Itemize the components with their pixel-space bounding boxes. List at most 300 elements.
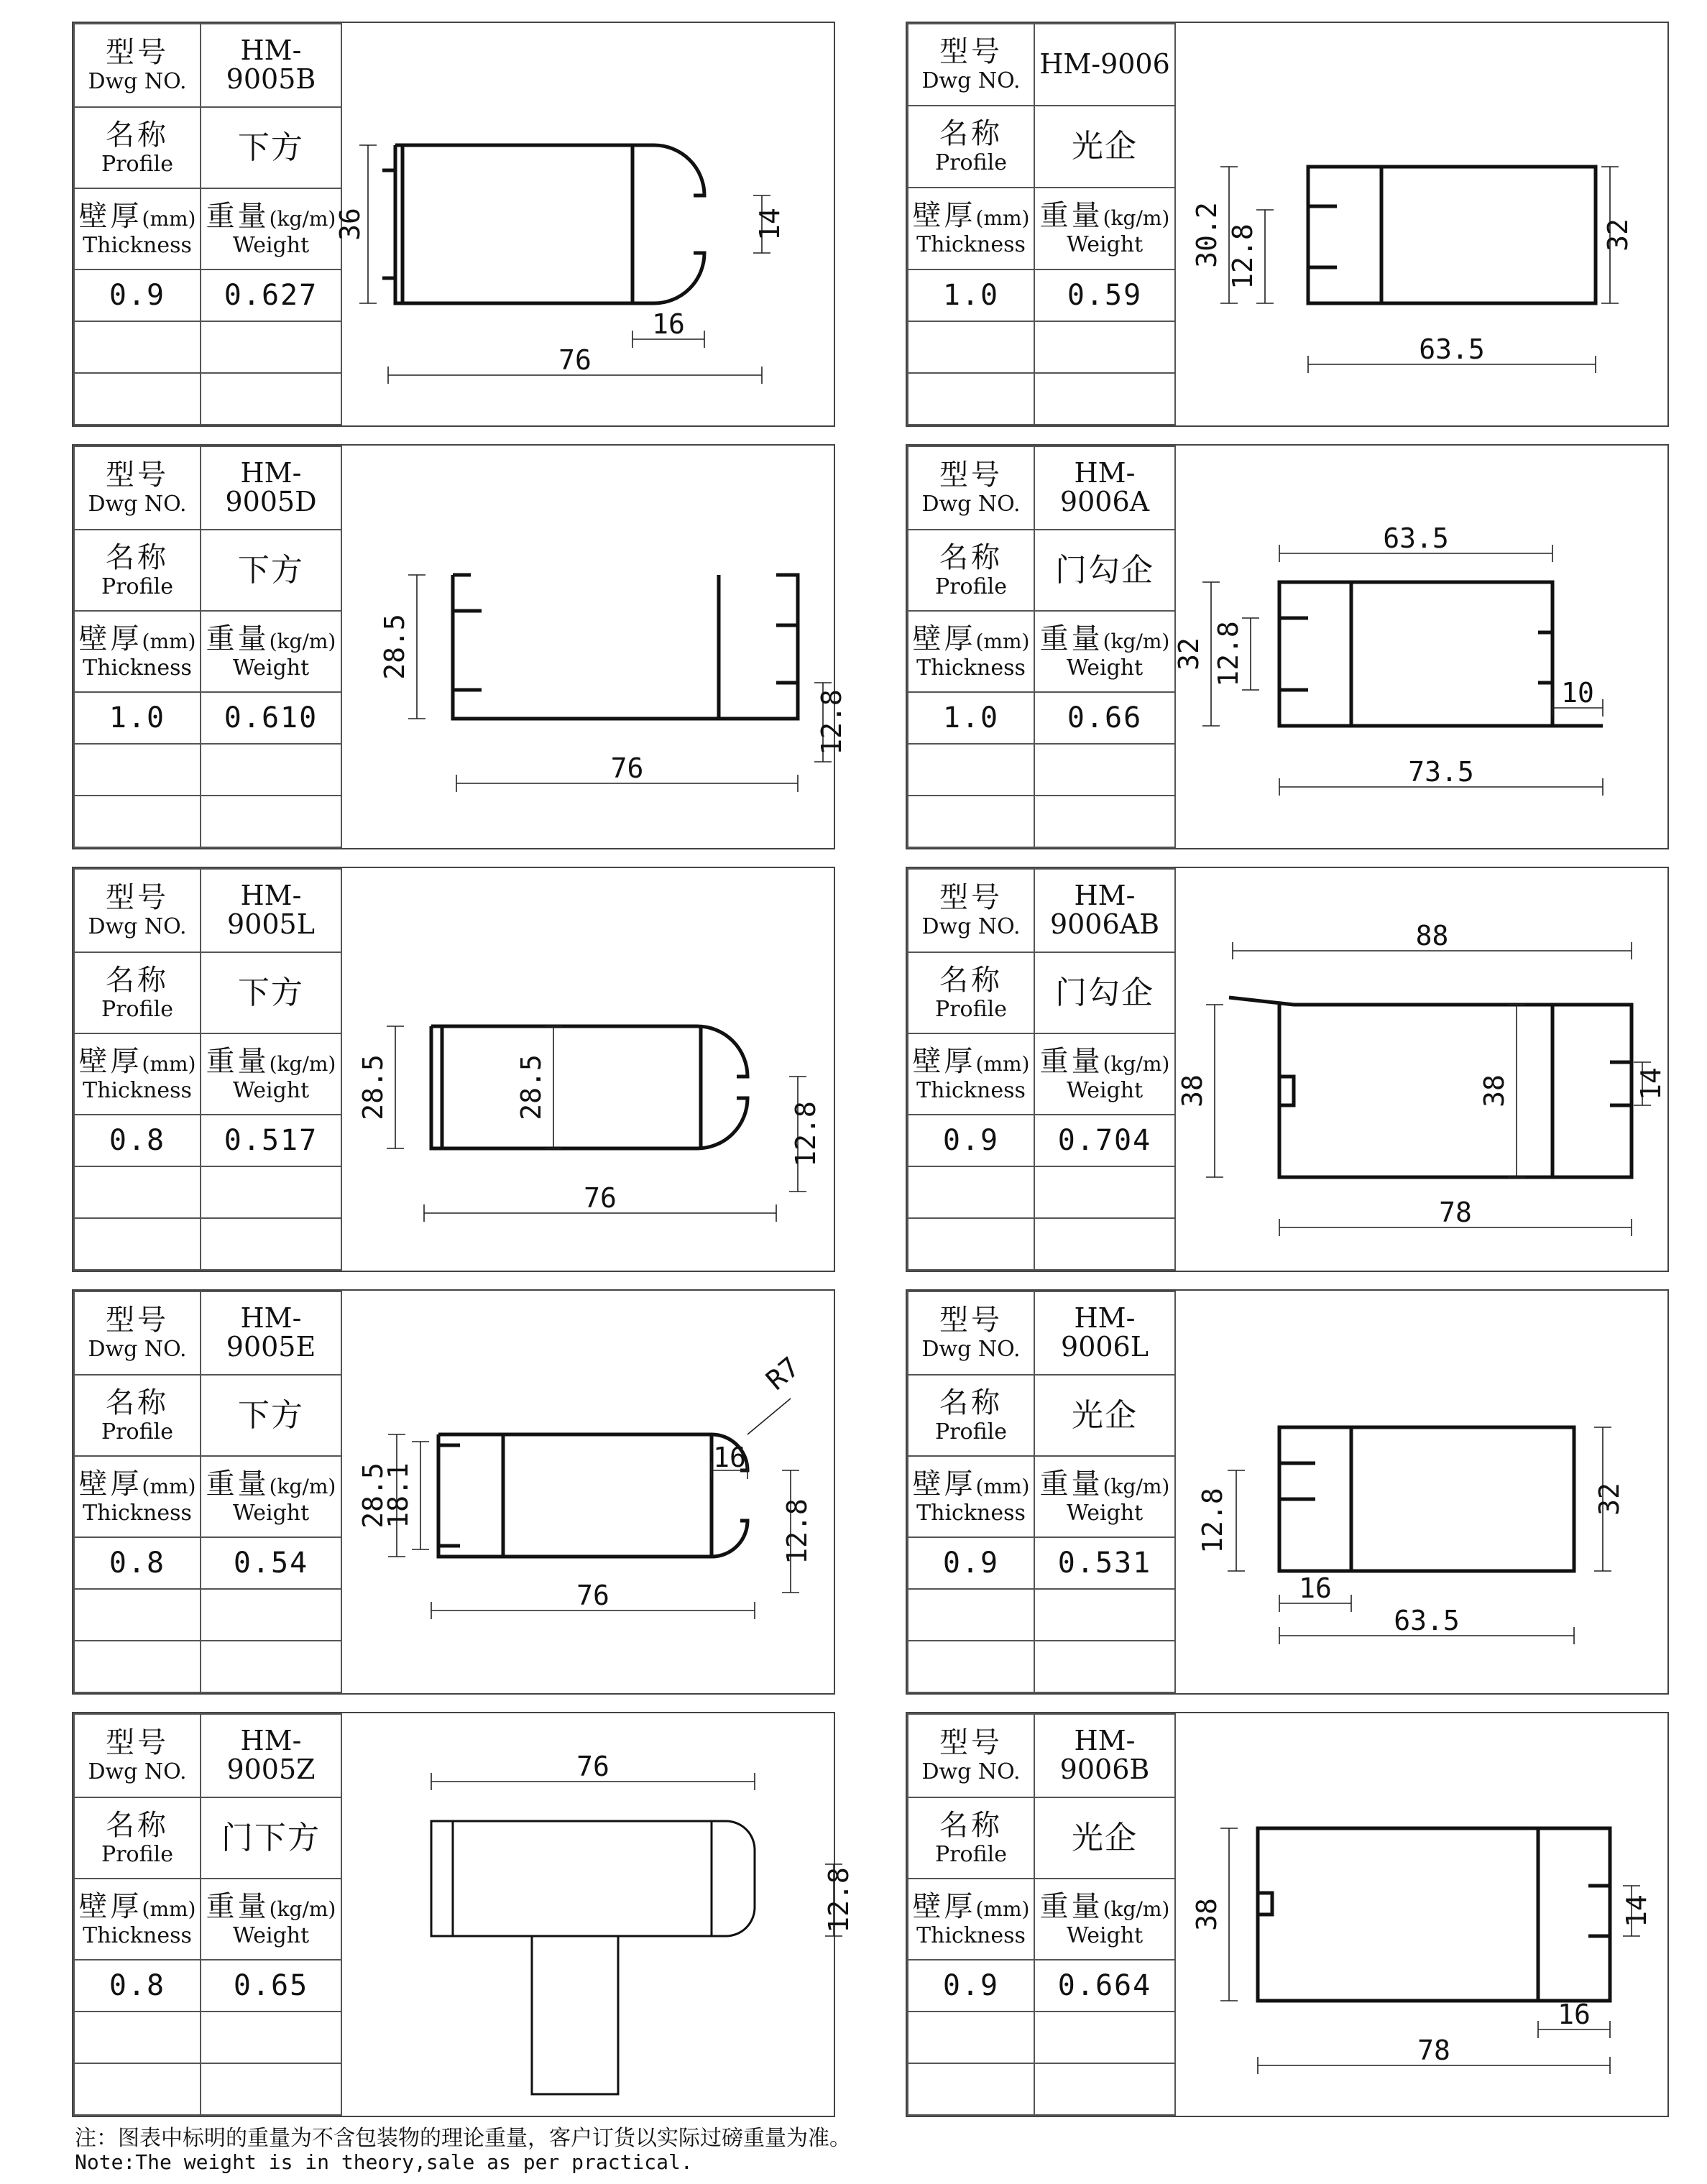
dwg-number: HM-9005Z <box>226 1725 316 1786</box>
empty-cell <box>201 1218 341 1270</box>
dwg-label-zh: 型号 <box>939 1726 1003 1760</box>
weight-label-en: Weight <box>1066 1077 1144 1103</box>
profile-label-zh: 名称 <box>939 117 1003 151</box>
profile-label-en: Profile <box>101 996 173 1022</box>
profile-name: 门勾企 <box>1055 974 1154 1011</box>
weight-value: 0.704 <box>1057 1124 1152 1157</box>
profile-drawing <box>1172 1713 1667 2116</box>
weight-label-zh: 重量 <box>206 622 270 655</box>
weight-label-cell <box>201 1456 341 1537</box>
weight-value-cell <box>1034 269 1175 321</box>
profile-name: 门下方 <box>221 1819 321 1856</box>
dwg-value-cell <box>201 1714 341 1797</box>
dwg-label-en: Dwg NO. <box>921 1759 1021 1785</box>
dim-label-r: R7 <box>760 1350 806 1396</box>
weight-label-cell <box>1034 188 1175 269</box>
dim-label-h2: 28.5 <box>515 1054 547 1120</box>
dwg-value-cell <box>201 869 341 952</box>
weight-unit: (kg/m) <box>269 206 336 231</box>
empty-cell <box>1034 744 1175 796</box>
weight-label-en: Weight <box>232 1922 310 1948</box>
thickness-label-en: Thickness <box>83 655 192 681</box>
dwg-label-zh: 型号 <box>939 35 1003 69</box>
profile-label-zh: 名称 <box>106 118 169 152</box>
profile-value-cell <box>1034 952 1175 1033</box>
profile-label-en: Profile <box>935 1419 1007 1445</box>
thickness-label-en: Thickness <box>916 1077 1026 1103</box>
profile-label-cell <box>908 952 1034 1033</box>
thickness-unit: (mm) <box>142 206 196 231</box>
weight-value-cell <box>201 1537 341 1589</box>
dwg-label-zh: 型号 <box>106 459 169 492</box>
profile-label-cell <box>74 1375 201 1456</box>
weight-label-cell <box>1034 1879 1175 1960</box>
profile-name: 光企 <box>1072 1396 1138 1434</box>
thickness-label-en: Thickness <box>916 232 1026 258</box>
weight-label-zh: 重量 <box>1039 1889 1103 1923</box>
weight-label-en: Weight <box>1066 232 1144 258</box>
weight-label-cell <box>201 1033 341 1115</box>
thickness-value-cell <box>74 1537 201 1589</box>
dim-label-w: 63.5 <box>1394 1605 1460 1636</box>
profile-label-en: Profile <box>935 150 1007 176</box>
dim-label-a: 14 <box>1621 1894 1652 1927</box>
profile-drawing <box>1172 23 1667 425</box>
profile-name: 光企 <box>1072 127 1138 165</box>
profile-label-cell <box>74 952 201 1033</box>
thickness-unit: (mm) <box>142 1051 196 1076</box>
thickness-label-cell <box>74 1879 201 1960</box>
thickness-label-zh: 壁厚 <box>912 622 976 655</box>
profile-cross-section-svg <box>338 1713 855 2116</box>
profile-label-zh: 名称 <box>939 963 1003 997</box>
profile-card-hm-9005e <box>72 1289 835 1695</box>
dim-label-h: 32 <box>1593 1483 1625 1516</box>
empty-cell <box>201 796 341 847</box>
profile-label-zh: 名称 <box>106 540 169 574</box>
weight-label-zh: 重量 <box>206 1889 270 1923</box>
empty-cell <box>201 1589 341 1641</box>
weight-label-zh: 重量 <box>1039 199 1103 233</box>
weight-unit: (kg/m) <box>1103 1474 1170 1498</box>
dim-label-a: 12.8 <box>790 1101 822 1167</box>
profile-name: 下方 <box>238 551 304 589</box>
dim-label-a: 14 <box>754 208 786 241</box>
profile-card-hm-9005b <box>72 22 835 427</box>
dwg-number: HM-9005B <box>226 34 316 96</box>
dwg-value-cell <box>1034 1291 1175 1375</box>
weight-label-en: Weight <box>1066 655 1144 681</box>
dwg-value-cell <box>1034 1714 1175 1797</box>
thickness-label-cell <box>74 1456 201 1537</box>
thickness-label-en: Thickness <box>916 655 1026 681</box>
weight-label-cell <box>1034 1456 1175 1537</box>
thickness-label-cell <box>74 1033 201 1115</box>
dim-label-a: 12.8 <box>823 1867 855 1933</box>
dim-label-w: 63.5 <box>1419 333 1485 365</box>
dwg-number: HM-9005D <box>225 457 317 518</box>
spec-table <box>907 1713 1176 2116</box>
weight-label-cell <box>201 188 341 269</box>
dwg-label-en: Dwg NO. <box>88 914 187 940</box>
weight-unit: (kg/m) <box>269 1051 336 1076</box>
profile-card-hm-9006ab <box>906 867 1669 1272</box>
dim-label-w: 76 <box>558 344 592 376</box>
thickness-value: 0.8 <box>109 1969 166 2002</box>
weight-label-zh: 重量 <box>206 1467 270 1501</box>
dim-label-b: 16 <box>713 1442 746 1473</box>
dwg-number: HM-9006L <box>1061 1302 1149 1363</box>
dim-label-b: 16 <box>652 308 685 340</box>
dim-label-top: 63.5 <box>1383 522 1449 554</box>
thickness-value-cell <box>908 692 1034 744</box>
dim-label-b: 16 <box>1558 1999 1591 2030</box>
empty-cell <box>201 321 341 373</box>
dwg-label-zh: 型号 <box>939 459 1003 492</box>
profile-name: 门勾企 <box>1055 551 1154 589</box>
dim-label-b: 10 <box>1561 677 1594 709</box>
thickness-value-cell <box>908 1537 1034 1589</box>
dwg-number: HM-9005L <box>227 880 315 941</box>
spec-table <box>73 446 342 848</box>
thickness-unit: (mm) <box>975 1897 1030 1921</box>
dwg-label-en: Dwg NO. <box>88 69 187 95</box>
dwg-label-cell <box>74 446 201 530</box>
empty-cell <box>908 1218 1034 1270</box>
empty-cell <box>1034 373 1175 425</box>
dwg-label-en: Dwg NO. <box>921 914 1021 940</box>
empty-cell <box>74 373 201 425</box>
dim-label-h: 38 <box>1191 1898 1223 1931</box>
note-chinese: 注：图表中标明的重量为不含包装物的理论重量，客户订货以实际过磅重量为准。 <box>75 2126 851 2151</box>
thickness-label-zh: 壁厚 <box>78 1889 142 1923</box>
empty-cell <box>1034 1589 1175 1641</box>
empty-cell <box>1034 1166 1175 1218</box>
dim-label-h: 28.5 <box>357 1462 389 1529</box>
spec-table <box>73 1291 342 1693</box>
dim-label-h: 38 <box>1177 1074 1208 1107</box>
dim-label-w: 78 <box>1417 2035 1450 2066</box>
weight-unit: (kg/m) <box>1103 1051 1170 1076</box>
thickness-label-zh: 壁厚 <box>78 1044 142 1078</box>
profile-label-zh: 名称 <box>106 1808 169 1842</box>
thickness-label-zh: 壁厚 <box>912 199 976 233</box>
spec-table <box>907 1291 1176 1693</box>
thickness-value: 1.0 <box>109 701 166 734</box>
profile-value-cell <box>1034 530 1175 611</box>
dwg-number: HM-9005E <box>226 1302 316 1363</box>
profile-label-zh: 名称 <box>106 1386 169 1419</box>
dwg-label-zh: 型号 <box>106 1726 169 1760</box>
weight-label-zh: 重量 <box>206 199 270 233</box>
thickness-label-en: Thickness <box>916 1500 1026 1526</box>
profile-drawing <box>338 868 834 1271</box>
weight-value: 0.66 <box>1067 701 1143 734</box>
dwg-value-cell <box>1034 24 1175 106</box>
thickness-value: 0.8 <box>109 1124 166 1157</box>
dwg-label-cell <box>908 24 1034 106</box>
weight-label-en: Weight <box>232 232 310 258</box>
dwg-label-cell <box>908 869 1034 952</box>
empty-cell <box>1034 796 1175 847</box>
thickness-label-zh: 壁厚 <box>78 622 142 655</box>
thickness-label-cell <box>908 611 1034 692</box>
thickness-label-en: Thickness <box>83 1922 192 1948</box>
dwg-number: HM-9006 <box>1039 48 1170 80</box>
empty-cell <box>74 1166 201 1218</box>
empty-cell <box>1034 2012 1175 2063</box>
spec-table <box>73 868 342 1271</box>
dim-label-h: 28.5 <box>379 614 410 680</box>
dwg-label-zh: 型号 <box>939 881 1003 915</box>
weight-label-en: Weight <box>232 655 310 681</box>
weight-label-en: Weight <box>1066 1500 1144 1526</box>
note-english: Note:The weight is in theory,sale as per practical. <box>75 2150 693 2174</box>
empty-cell <box>74 1589 201 1641</box>
profile-label-zh: 名称 <box>939 540 1003 574</box>
dwg-label-en: Dwg NO. <box>921 1337 1021 1363</box>
thickness-label-en: Thickness <box>83 1500 192 1526</box>
dwg-label-zh: 型号 <box>106 881 169 915</box>
weight-unit: (kg/m) <box>269 629 336 653</box>
weight-label-cell <box>201 1879 341 1960</box>
dim-label-top: 76 <box>576 1751 609 1782</box>
weight-unit: (kg/m) <box>269 1897 336 1921</box>
weight-label-en: Weight <box>1066 1922 1144 1948</box>
thickness-label-cell <box>908 188 1034 269</box>
profile-drawing <box>334 23 834 425</box>
dim-label-a: 12.8 <box>1213 621 1244 687</box>
thickness-label-en: Thickness <box>83 1077 192 1103</box>
dim-label-a: 30.2 <box>1191 202 1223 268</box>
empty-cell <box>201 373 341 425</box>
dim-label-h2: 38 <box>1478 1074 1510 1107</box>
dwg-value-cell <box>201 446 341 530</box>
empty-cell <box>908 1641 1034 1692</box>
profile-cross-section-svg <box>1172 446 1667 848</box>
dwg-label-zh: 型号 <box>106 36 169 70</box>
empty-cell <box>74 321 201 373</box>
spec-table <box>73 1713 342 2116</box>
profile-label-cell <box>74 107 201 188</box>
profile-card-hm-9005z <box>72 1712 855 2117</box>
thickness-unit: (mm) <box>142 1474 196 1498</box>
profile-name: 下方 <box>238 129 304 166</box>
thickness-label-zh: 壁厚 <box>78 1467 142 1501</box>
dwg-label-cell <box>908 446 1034 530</box>
profile-value-cell <box>1034 1375 1175 1456</box>
empty-cell <box>201 744 341 796</box>
weight-value-cell <box>201 1960 341 2012</box>
profile-cross-section-svg <box>1172 868 1667 1271</box>
profile-label-cell <box>74 530 201 611</box>
empty-cell <box>201 1166 341 1218</box>
dwg-label-cell <box>908 1291 1034 1375</box>
dwg-label-cell <box>74 1714 201 1797</box>
empty-cell <box>1034 321 1175 373</box>
profile-cross-section-svg <box>334 23 834 425</box>
profile-label-en: Profile <box>101 1841 173 1867</box>
empty-cell <box>908 1166 1034 1218</box>
profile-name: 下方 <box>238 974 304 1011</box>
dim-label-a: 12.8 <box>1197 1488 1228 1554</box>
profile-label-en: Profile <box>935 573 1007 599</box>
profile-label-cell <box>908 1797 1034 1879</box>
weight-value: 0.59 <box>1067 279 1143 312</box>
thickness-value-cell <box>908 1960 1034 2012</box>
dim-label-a: 12.8 <box>781 1498 813 1565</box>
dwg-label-cell <box>74 869 201 952</box>
dwg-label-zh: 型号 <box>939 1304 1003 1337</box>
empty-cell <box>74 796 201 847</box>
empty-cell <box>201 2063 341 2115</box>
dwg-label-cell <box>74 1291 201 1375</box>
weight-value: 0.517 <box>224 1124 318 1157</box>
spec-table <box>907 23 1176 425</box>
dim-label-top: 88 <box>1415 920 1449 952</box>
profile-drawing <box>1172 868 1667 1271</box>
profile-cross-section-svg <box>338 868 834 1271</box>
empty-cell <box>201 1641 341 1692</box>
profile-label-cell <box>74 1797 201 1879</box>
empty-cell <box>908 744 1034 796</box>
thickness-label-zh: 壁厚 <box>912 1467 976 1501</box>
thickness-value: 1.0 <box>942 701 1000 734</box>
thickness-value: 0.9 <box>942 1124 1000 1157</box>
weight-label-cell <box>1034 611 1175 692</box>
empty-cell <box>908 373 1034 425</box>
thickness-label-zh: 壁厚 <box>912 1889 976 1923</box>
dwg-label-en: Dwg NO. <box>88 1337 187 1363</box>
empty-cell <box>74 744 201 796</box>
profile-label-en: Profile <box>101 1419 173 1445</box>
weight-value-cell <box>1034 1537 1175 1589</box>
spec-table <box>907 868 1176 1271</box>
dwg-label-en: Dwg NO. <box>88 1759 187 1785</box>
empty-cell <box>908 796 1034 847</box>
profile-drawing <box>338 1291 834 1693</box>
empty-cell <box>201 2012 341 2063</box>
dim-label-w: 73.5 <box>1408 756 1474 788</box>
dim-label-h: 28.5 <box>357 1054 389 1120</box>
dim-label-b: 12.8 <box>1227 224 1259 290</box>
empty-cell <box>908 321 1034 373</box>
thickness-unit: (mm) <box>975 1051 1030 1076</box>
empty-cell <box>1034 1641 1175 1692</box>
profile-card-hm-9006a <box>906 444 1669 849</box>
weight-unit: (kg/m) <box>1103 629 1170 653</box>
thickness-label-cell <box>908 1879 1034 1960</box>
weight-label-zh: 重量 <box>206 1044 270 1078</box>
thickness-unit: (mm) <box>975 206 1030 231</box>
weight-label-cell <box>1034 1033 1175 1115</box>
spec-table <box>907 446 1176 848</box>
profile-cross-section-svg <box>338 446 847 848</box>
empty-cell <box>74 1218 201 1270</box>
weight-label-cell <box>201 611 341 692</box>
profile-value-cell <box>1034 106 1175 188</box>
dim-label-a: 14 <box>1635 1067 1667 1100</box>
weight-label-zh: 重量 <box>1039 1044 1103 1078</box>
profile-drawing <box>338 446 847 848</box>
weight-value: 0.627 <box>224 279 318 312</box>
profile-card-hm-9006b <box>906 1712 1669 2117</box>
profile-label-cell <box>908 530 1034 611</box>
profile-cross-section-svg <box>1172 1713 1667 2116</box>
empty-cell <box>908 2063 1034 2115</box>
profile-card-hm-9005l <box>72 867 835 1272</box>
weight-label-zh: 重量 <box>1039 622 1103 655</box>
profile-drawing <box>338 1713 855 2116</box>
weight-value: 0.65 <box>233 1969 309 2002</box>
thickness-label-cell <box>74 188 201 269</box>
dwg-label-en: Dwg NO. <box>921 68 1021 94</box>
profile-value-cell <box>1034 1797 1175 1879</box>
thickness-value-cell <box>74 269 201 321</box>
profile-card-hm-9006 <box>906 22 1669 427</box>
empty-cell <box>74 2012 201 2063</box>
thickness-value: 0.9 <box>942 1969 1000 2002</box>
dim-label-h: 36 <box>334 208 366 241</box>
dwg-value-cell <box>1034 869 1175 952</box>
profile-label-en: Profile <box>101 573 173 599</box>
profile-drawing <box>1172 1291 1667 1693</box>
thickness-value-cell <box>74 1960 201 2012</box>
profile-cross-section-svg <box>1172 1291 1667 1693</box>
thickness-label-en: Thickness <box>83 232 192 258</box>
dim-label-h: 32 <box>1173 637 1205 671</box>
weight-value-cell <box>201 692 341 744</box>
empty-cell <box>74 2063 201 2115</box>
thickness-unit: (mm) <box>142 629 196 653</box>
dwg-label-zh: 型号 <box>106 1304 169 1337</box>
weight-label-en: Weight <box>232 1077 310 1103</box>
thickness-value: 0.9 <box>942 1547 1000 1580</box>
dwg-label-en: Dwg NO. <box>921 492 1021 517</box>
profile-label-cell <box>908 1375 1034 1456</box>
profile-value-cell <box>201 952 341 1033</box>
thickness-label-cell <box>908 1456 1034 1537</box>
empty-cell <box>908 1589 1034 1641</box>
thickness-value: 0.9 <box>109 279 166 312</box>
empty-cell <box>74 1641 201 1692</box>
profile-value-cell <box>201 1375 341 1456</box>
dim-label-h2: 18.1 <box>382 1462 414 1529</box>
weight-value-cell <box>1034 1960 1175 2012</box>
profile-value-cell <box>201 107 341 188</box>
dim-label-w: 76 <box>576 1580 609 1611</box>
thickness-unit: (mm) <box>975 629 1030 653</box>
weight-unit: (kg/m) <box>269 1474 336 1498</box>
thickness-value-cell <box>908 269 1034 321</box>
thickness-value: 1.0 <box>942 279 1000 312</box>
dwg-number: HM-9006AB <box>1049 880 1160 941</box>
thickness-value-cell <box>74 692 201 744</box>
empty-cell <box>908 2012 1034 2063</box>
weight-label-zh: 重量 <box>1039 1467 1103 1501</box>
dim-label-w: 76 <box>584 1182 617 1214</box>
thickness-value-cell <box>908 1115 1034 1166</box>
profile-name: 光企 <box>1072 1819 1138 1856</box>
empty-cell <box>1034 2063 1175 2115</box>
thickness-unit: (mm) <box>142 1897 196 1921</box>
thickness-value: 0.8 <box>109 1547 166 1580</box>
profile-drawing <box>1172 446 1667 848</box>
dwg-label-cell <box>74 24 201 107</box>
dim-label-a: 12.8 <box>816 689 847 755</box>
weight-unit: (kg/m) <box>1103 1897 1170 1921</box>
profile-label-en: Profile <box>101 151 173 177</box>
